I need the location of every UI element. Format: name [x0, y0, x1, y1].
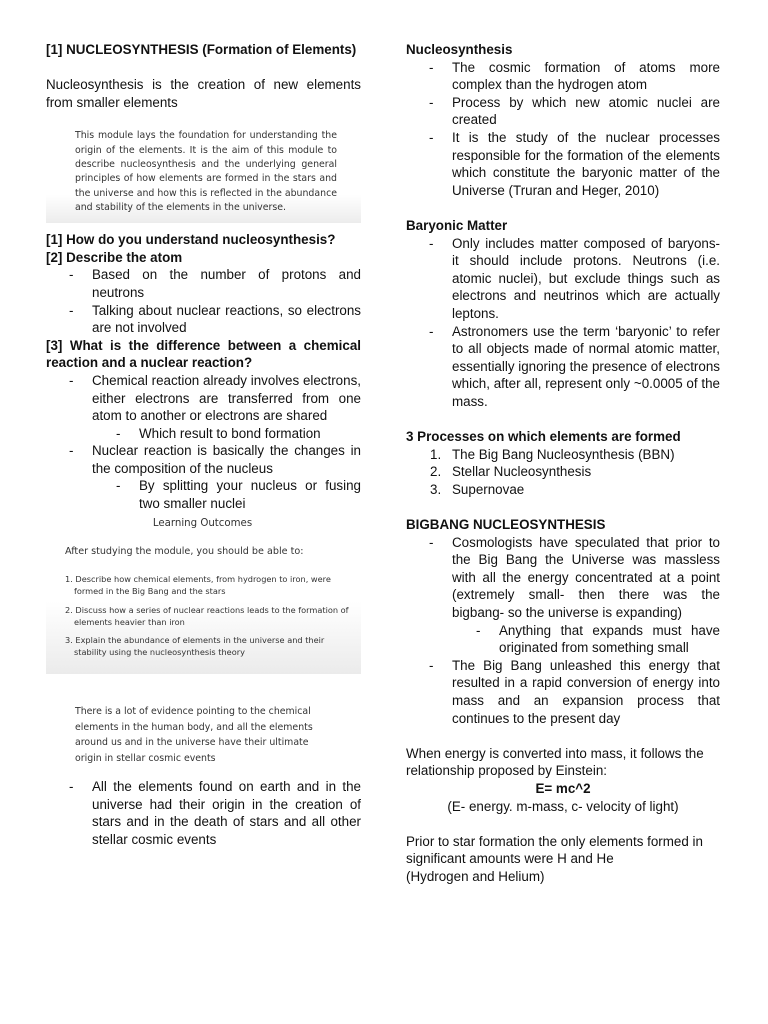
list-item: - It is the study of the nuclear processes responsible for the formation of the elements which constitute the baryonic matter of the Universe (Truran and Heger, 2010) [406, 129, 720, 199]
list-item [406, 463, 720, 481]
bigbang-heading: BIGBANG NUCLEOSYNTHESIS [406, 517, 606, 533]
list-item: - The Big Bang unleashed this energy that resulted in a rapid conversion of energy into mass and an expansion process that continues to the present day [406, 657, 720, 727]
learning-outcome-item: 2. Discuss how a series of nuclear reactions leads to the formation of elements heavier than iron [65, 604, 349, 627]
sub-list-item: - Anything that expands must have originated from something small [452, 622, 720, 657]
section-title: [1] NUCLEOSYNTHESIS (Formation of Elements) [46, 42, 357, 57]
list-number: 1. [430, 446, 442, 462]
list-item [406, 446, 720, 464]
list-item: - Process by which new atomic nuclei are created [406, 94, 720, 129]
question-1: [1] How do you understand nucleosynthesis? [46, 232, 336, 248]
list-item-text: Chemical reaction already involves electrons, either electrons are transferred from one atom to another or electrons are shared [92, 372, 361, 424]
list-item: - All the elements found on earth and in the universe had their origin in the creation of stars and in the death of stars and all other stellar cosmic events [46, 778, 361, 848]
energy-text: When energy is converted into mass, it follows the relationship proposed by Einstein: [406, 745, 704, 779]
origin-list [46, 778, 361, 848]
list-item-text: Nuclear reaction is basically the changes in the composition of the nucleus [92, 443, 361, 476]
definition-text: Nucleosynthesis is the creation of new elements from smaller elements [46, 77, 361, 110]
right-column [406, 41, 720, 886]
sub-list-item: - By splitting your nucleus or fusing two smaller nuclei [92, 477, 361, 512]
list-item: - The cosmic formation of atoms more complex than the hydrogen atom [406, 59, 720, 94]
list-item: - Talking about nuclear reactions, so electrons are not involved [46, 302, 361, 337]
list-item-text: The Big Bang Nucleosynthesis (BBN) [452, 446, 675, 462]
list-number: 3. [430, 481, 442, 497]
list-item: - Only includes matter composed of baryons- it should include protons. Neutrons (i.e. atomic nuclei), but exclude things such as electrons and neutrinos which are actually leptons. [406, 235, 720, 323]
list-number: 2. [430, 464, 442, 480]
list-item-text: Cosmologists have speculated that prior to the Big Bang the Universe was massless with all the energy concentrated at a point (extremely small- then there was the bigbang- so the universe is expanding) [452, 534, 720, 620]
learning-outcome-item: 3. Explain the abundance of elements in the universe and their stability using the nucleosynthesis theory [65, 635, 325, 658]
learning-outcomes-intro: After studying the module, you should be able to: [65, 545, 304, 557]
bigbang-list [406, 534, 720, 728]
nucleosynthesis-heading: Nucleosynthesis [406, 42, 513, 57]
processes-list [406, 446, 720, 499]
question-2: [2] Describe the atom [46, 249, 183, 265]
sub-list-item: - Which result to bond formation [92, 425, 361, 443]
nucleosynthesis-list [406, 59, 720, 200]
learning-outcome-item: 1. Describe how chemical elements, from hydrogen to iron, were formed in the Big Bang and the stars [65, 574, 331, 597]
list-item [46, 372, 361, 442]
einstein-equation: E= mc^2 [535, 780, 591, 796]
learning-outcomes-title: Learning Outcomes [152, 517, 253, 529]
list-item-text: Supernovae [452, 481, 525, 497]
prior-formation-note: (Hydrogen and Helium) [406, 868, 545, 884]
list-item [406, 534, 720, 657]
list-item-text: Stellar Nucleosynthesis [452, 464, 592, 480]
equation-legend: (E- energy. m-mass, c- velocity of light) [447, 798, 679, 814]
processes-heading: 3 Processes on which elements are formed [406, 429, 681, 445]
baryonic-list [406, 235, 720, 411]
learning-outcomes-image [46, 513, 361, 675]
sub-list [452, 622, 720, 657]
module-snippet-text: This module lays the foundation for understanding the origin of the elements. It is the aim of this module to describe nucleosynthesis and the underlying general principles of how elements are formed in the stars and the universe and how this is reflected in the abundance and stability of the elements in the universe. [75, 130, 337, 213]
atom-list [46, 266, 361, 336]
baryonic-heading: Baryonic Matter [406, 217, 508, 233]
sub-list [92, 425, 361, 443]
left-column [46, 41, 361, 848]
question-3: [3] What is the difference between a chemical reaction and a nuclear reaction? [46, 337, 361, 371]
reaction-list [46, 372, 361, 513]
module-snippet-image [46, 129, 361, 223]
prior-formation-text: Prior to star formation the only elements formed in significant amounts were H and He [406, 833, 703, 867]
sub-list [92, 477, 361, 512]
evidence-snippet-image [46, 704, 361, 766]
list-item: - Astronomers use the term ‘baryonic’ to refer to all objects made of normal atomic matter, essentially ignoring the presence of electrons which, after all, represent only ~0.0005 of the mass. [406, 323, 720, 411]
list-item: - Based on the number of protons and neutrons [46, 266, 361, 301]
evidence-snippet-text: There is a lot of evidence pointing to the chemical elements in the human body, and all the elements around us and in the universe have their ultimate origin in stellar cosmic events [75, 706, 313, 764]
list-item [406, 481, 720, 499]
list-item [46, 442, 361, 512]
